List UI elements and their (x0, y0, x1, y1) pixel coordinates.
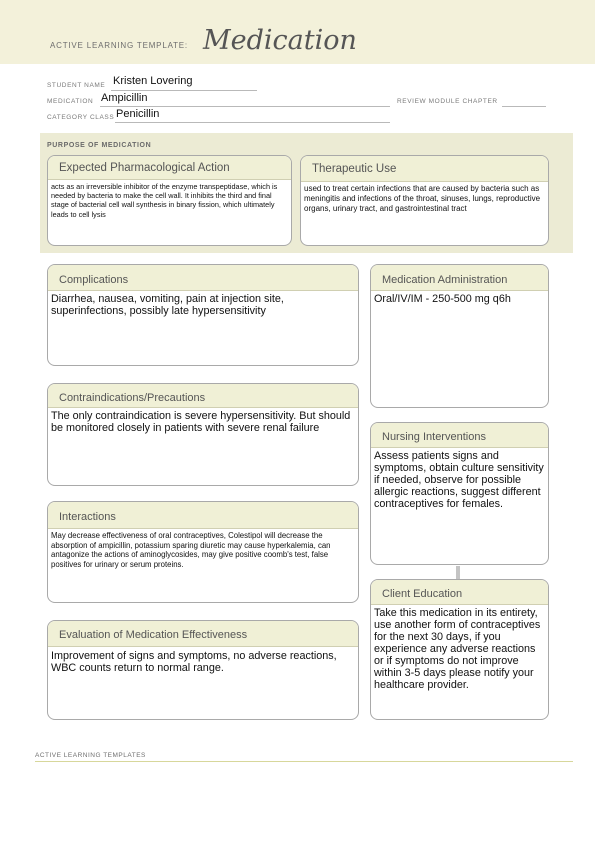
review-module-label: REVIEW MODULE CHAPTER (397, 98, 498, 105)
administration-box (370, 264, 549, 408)
expected-action-title: Expected Pharmacological Action (48, 156, 291, 180)
category-class-value[interactable]: Penicillin (116, 108, 160, 120)
evaluation-text[interactable]: Improvement of signs and symptoms, no adverse reactions, WBC counts return to normal range. (51, 650, 337, 674)
purpose-label: PURPOSE OF MEDICATION (47, 142, 152, 149)
review-module-line[interactable] (502, 106, 546, 107)
administration-text[interactable]: Oral/IV/IM - 250-500 mg q6h (374, 293, 511, 305)
student-name-line (111, 90, 257, 91)
interactions-box (47, 501, 359, 603)
expected-action-text[interactable]: acts as an irreversible inhibitor of the enzyme transpeptidase, which is needed by bacteria to make the cell wall. It inhibits the third and final stage of bacterial cell wall synthesis in binary fission, which ultimately leads to cell lysis (51, 182, 278, 219)
complications-title: Complications (48, 265, 358, 291)
student-name-value[interactable]: Kristen Lovering (113, 75, 193, 87)
complications-text[interactable]: Diarrhea, nausea, vomiting, pain at injection site, superinfections, possibly late hypersensitivity (51, 293, 284, 317)
category-class-label: CATEGORY CLASS (47, 114, 115, 121)
footer-line (35, 761, 573, 762)
medication-value[interactable]: Ampicillin (101, 92, 148, 104)
therapeutic-use-title: Therapeutic Use (301, 156, 548, 182)
nursing-box (370, 422, 549, 565)
client-education-title: Client Education (371, 580, 548, 605)
complications-box (47, 264, 359, 366)
nursing-title: Nursing Interventions (371, 423, 548, 448)
interactions-title: Interactions (48, 502, 358, 529)
therapeutic-use-text[interactable]: used to treat certain infections that are caused by bacteria such as meningitis and infections of the throat, sinuses, lungs, reproductive organs, urinary tract, and gastrointestinal tract (304, 184, 541, 213)
medication-label: MEDICATION (47, 98, 94, 105)
nursing-text[interactable]: Assess patients signs and symptoms, obtain culture sensitivity if needed, observe for possible allergic reactions, suggest different contraceptives for females. (374, 450, 544, 510)
connector-bar (456, 566, 460, 579)
contraindications-text[interactable]: The only contraindication is severe hypersensitivity. But should be monitored closely in patients with severe renal failure (51, 410, 351, 434)
expected-action-box (47, 155, 292, 246)
client-education-box (370, 579, 549, 720)
template-label: ACTIVE LEARNING TEMPLATE: (50, 41, 188, 50)
contraindications-title: Contraindications/Precautions (48, 384, 358, 408)
administration-title: Medication Administration (371, 265, 548, 291)
medication-line (100, 106, 390, 107)
contraindications-box (47, 383, 359, 486)
student-name-label: STUDENT NAME (47, 82, 106, 89)
page-title: Medication (203, 25, 357, 56)
interactions-text[interactable]: May decrease effectiveness of oral contraceptives, Colestipol will decrease the absorption of ampicillin, potassium sparing diuretic may cause hyperkalemia, can antagonize the actions of aminoglycosides, may give positive coomb's test, false positives for urinary or serum proteins. (51, 531, 331, 569)
evaluation-box (47, 620, 359, 720)
category-class-line (115, 122, 390, 123)
therapeutic-use-box (300, 155, 549, 246)
footer-text: ACTIVE LEARNING TEMPLATES (35, 752, 146, 759)
client-education-text[interactable]: Take this medication in its entirety, use another form of contraceptives for the next 30 days, if you experience any adverse reactions or if symptoms do not improve within 3-5 days please notify your healthcare provider. (374, 607, 541, 691)
evaluation-title: Evaluation of Medication Effectiveness (48, 621, 358, 647)
